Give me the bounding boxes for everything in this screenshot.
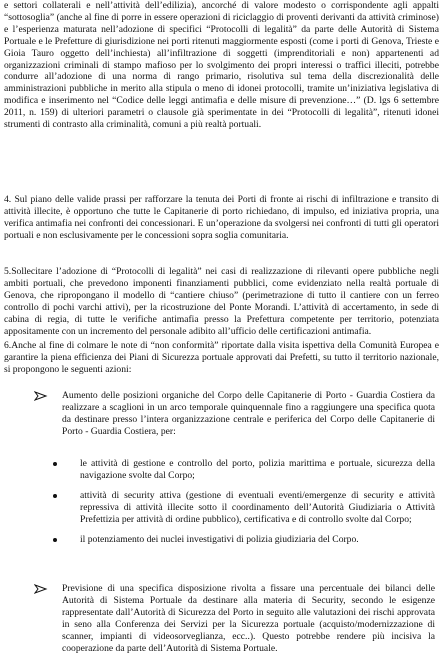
paragraph-4: 4. Sul piano delle valide prassi per rafforzare la tenuta dei Porti di fronte ai rischi di infiltrazione e transito di attività illecite, è opportuno che tutte le Capitanerie di porto richiedano, di impulso, ed iniziativa propria, una verifica antimafia nei confronti dei concessionari. E un’operazione da svolgersi nei confronti di tutti gli operatori portuali e non esclusivamente per le concessioni sopra soglia comunitaria. <box>4 194 439 241</box>
paragraph-6: 6.Anche al fine di colmare le note di “non conformità” riportate dalla visita ispettiva della Comunità Europea e garantire la piena efficienza dei Piani di Sicurezza portuale approvati dai Prefetti, su tutto il territorio nazionale, si propongono le seguenti azioni: <box>4 340 439 375</box>
list-item <box>80 534 435 546</box>
paragraph-continuation: e settori collaterali e nell’attività dell’edilizia), ancorché di valore modesto o corrispondente agli appalti “sottosoglia” (anche al fine di porre in essere operazioni di riciclaggio di proventi derivanti da attività criminose) e l’esperienza maturata nell’adozione di specifici “Protocolli di legalità” da parte delle Autorità di Sistema Portuale e le Prefetture di giurisdizione nei porti ritenuti maggiormente esposti (come i porti di Genova, Trieste e Gioia Tauro oggetto dell’inchiesta) all’infiltrazione di soggetti (imprenditoriali e non) appartenenti ad organizzazioni criminali di stampo mafioso per lo svolgimento dei propri interessi o traffici illeciti, potrebbe condurre all’adozione di una norma di rango primario, risolutiva sul tema della discrezionalità delle amministrazioni pubbliche in merito alla stipula o meno di idonei protocolli, tramite un’iniziativa legislativa di modifica e inserimento nel “Codice delle leggi antimafia e delle misure di prevenzione…” (D. lgs 6 settembre 2011, n. 159) di ulteriori parametri o clausole già sperimentate in dei “Protocolli di legalità”, ritenuti idonei strumenti di contrasto alla criminalità, comuni a più realtà portuali. <box>4 0 439 131</box>
paragraph-5: 5.Sollecitare l’adozione di “Protocolli di legalità” nei casi di realizzazione di rilevanti opere pubbliche negli ambiti portuali, che prevedono imponenti finanziamenti pubblici, come evidenziato nella realtà portuale di Genova, che ripropongano il modello di “cantiere chiuso” (perimetrazione di tutto il cantiere con un ferreo controllo di pochi varchi attivi), per la ricostruzione del Ponte Morandi. L’attività di accertamento, in sede di cabina di regia, di tutte le verifiche antimafia presso la Prefettura competente per territorio, potenziata appositamente con un incremento del personale adibito all’ufficio delle certificazioni antimafia. <box>4 266 439 337</box>
bullet-list <box>80 458 435 553</box>
arrow-bullet-icon <box>34 583 48 595</box>
list-item-text: le attività di gestione e controllo del porto, polizia marittima e portuale, sicurezza della navigazione svolte dal Corpo; <box>80 458 435 481</box>
action-item-text: Previsione di una specifica disposizione rivolta a fissare una percentuale dei bilanci delle Autorità di Sistema Portuale da destinare alla materia di Security, secondo le esigenze rappresentate dall’Autorità di Sicurezza del Porto in seguito alle valutazioni dei rischi approvata in seno alla Conferenza dei Servizi per la Sicurezza portuale (acquisto/modernizzazione di scanner, impianti di videosorveglianza, ecc..). Questo potrebbe rendere più incisiva la cooperazione da parte dell’Autorità di Sistema Portuale. <box>62 583 435 654</box>
list-item <box>80 490 435 526</box>
list-item <box>80 458 435 482</box>
arrow-bullet-icon <box>34 390 48 402</box>
action-item-budget <box>62 583 435 654</box>
bullet-dot-icon <box>53 494 57 498</box>
bullet-dot-icon <box>53 538 57 542</box>
action-item-staffing <box>62 390 435 438</box>
bullet-dot-icon <box>53 462 57 466</box>
action-item-text: Aumento delle posizioni organiche del Corpo delle Capitanerie di Porto - Guardia Costiera da realizzare a scaglioni in un arco temporale quinquennale fino a raggiungere una specifica quota da destinare presso l’intera organizzazione centrale e periferica del Corpo delle Capitanerie di Porto - Guardia Costiera, per: <box>62 390 435 437</box>
list-item-text: attività di security attiva (gestione di eventuali eventi/emergenze di security e attività repressiva di attività illecite sotto il coordinamento dell’Autorità Giudiziaria o Attività Prefettizia per attività di ordine pubblico), certificativa e di controllo svolte dal Corpo; <box>80 489 435 525</box>
list-item-text: il potenziamento dei nuclei investigativi di polizia giudiziaria del Corpo. <box>80 533 359 545</box>
